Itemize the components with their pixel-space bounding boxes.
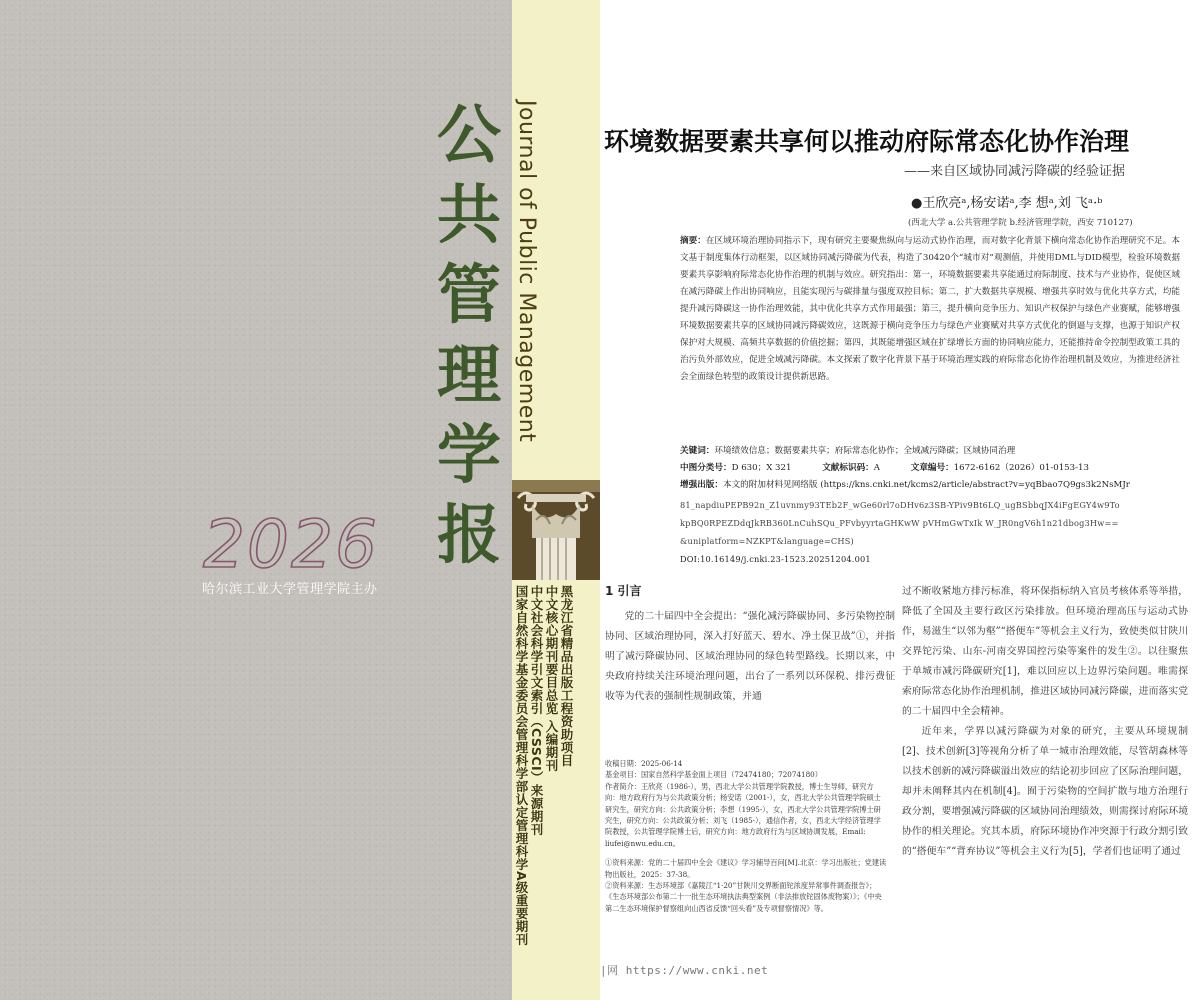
body-paragraph: 党的二十届四中全会提出：“强化减污降碳协同、多污染物控制协同、区域治理协同，深入打好蓝天、碧水、净土保卫战”①，并指明了减污降碳协同、区域治理协同的绿色转型路线。长期以来，中央政府持续关注环境治理问题，出台了一系列以环保税、排污费征收等为代表的强制性规制政策，并通 (605, 611, 895, 702)
cover-indexing-list (514, 585, 573, 946)
cover-title-char: 共 (437, 179, 501, 253)
footnote-item: 作者简介：王欣亮（1986-），男，西北大学公共管理学院教授，博士生导师，研究方向：地方政府行为与公共政策分析；杨安诺（2001-），女，西北大学公共管理学院硕士研究生，研究方向：公共政策分析；李想（1995-），女，西北大学公共管理学院博士研究生，研究方向：公共政策分析；刘飞（1985-），通信作者，女，西北大学经济管理学院教授，公共管理学院博士后，研究方向：地方政府行为与区域协调发展，Email: liufei@nwu.edu.cn。 (605, 781, 881, 848)
doc-code-label: 文献标识码： (822, 463, 874, 473)
doc-code-value: A (873, 463, 880, 473)
indexing-line: 黑龙江省精品出版工程资助项目 (559, 585, 574, 767)
footnote-item: 基金项目：国家自然科学基金面上项目（72474180；72074180） (605, 770, 822, 780)
enhanced-url-line[interactable]: 81_napdiuPEPB92n_Z1uvnmy93TEb2F_wGe60rl7oDHv6z3SB-YPiv9Bt6LQ_ugBSbbqJX4iFgEGY4w9To (680, 500, 1120, 510)
indexing-line: 中文核心期刊要目总览 入编期刊 (544, 585, 559, 772)
cover-title (425, 96, 513, 576)
article-subtitle: ——来自区域协同减污降碳的经验证据 (904, 164, 1126, 179)
cover-title-char: 报 (437, 499, 501, 573)
footnote-item: 收稿日期：2025-06-14 (605, 759, 683, 768)
enhanced-label: 增强出版： (680, 480, 723, 490)
article-abstract (680, 233, 1180, 386)
column-capital-image (512, 480, 600, 580)
article-doi[interactable]: DOI:10.16149/j.cnki.23-1523.20251204.001 (680, 554, 871, 564)
clc-value: D 630；X 321 (731, 463, 792, 473)
right-column (902, 582, 1188, 862)
article-title: 环境数据要素共享何以推动府际常态化协作治理 (604, 127, 1130, 156)
article-no-label: 文章编号： (910, 463, 954, 473)
clc-label: 中图分类号： (680, 463, 732, 473)
cover-title-char: 管 (437, 259, 501, 333)
enhanced-publication-line (680, 478, 1180, 493)
enhanced-link[interactable]: 本文的附加材料见网络版 (https://kns.cnki.net/kcms2/article/abstract?v=yqBbao7Q9gs3k2NsMJr (722, 480, 1130, 490)
enhanced-url-line[interactable]: kpBQ0RPEZDdqJkRB360LnCuhSQu_PFvbyyrtaGHKwW pVHmGwTxIk W_JR0ngV6h1n21dbog3Hw== (680, 518, 1119, 528)
body-paragraph: 过不断收紧地方排污标准，将环保指标纳入官员考核体系等举措，降低了全国及主要行政区污染排放。但环境治理高压与运动式协作，易滋生“以邻为壑”“搭便车”等机会主义行为，致使类似甘陕川交界铊污染、山东-河南交界国控污染等案件的发生②。以往聚焦于单城市减污降碳研究[1]，难以回应以上边界污染问题。唯需探索府际常态化协作治理机制，推进区域协同减污降碳，进而落实党的二十届四中全会精神。 (902, 586, 1188, 717)
cover-title-char: 理 (437, 339, 501, 413)
article-affiliation: (西北大学 a.公共管理学院 b.经济管理学院，西安 710127) (908, 218, 1133, 228)
abstract-text: 在区域环境治理协同指示下，现有研究主要聚焦纵向与运动式协作治理，而对数字化背景下横向常态化协作治理研究不足。本文基于制度集体行动框架，以区域协同减污降碳为代表，构造了30420个“城市对”观测值，并使用DML与DID模型，检验环境数据要素共享影响府际常态化协作治理的机制与效应。研究指出：第一，环境数据要素共享能通过府际制度、技术与产业协作，促使区域在减污降碳上作出协同响应，且能实现污与碳排量与强度双控目标；第二，扩大数据共享规模、增强共享时效与优化共享方式，均能提升减污降碳这一协作治理效能，其中优化共享方式作用最强；第三，提升横向竞争压力、知识产权保护与绿色产业赛赋，能够增强环境数据要素共享的区域协同减污降碳效应，这既源于横向竞争压力与绿色产业赛赋对共享方式优化的倒逼与支撑，也源于知识产权保护对大规模、高频共享数据的价值挖掘；第四，其既能增强区域在扩绿增长方面的协同响应能力，还能推持命令控制型政策工具的治污负外部效应，促进全域减污降碳。本文探索了数字化背景下基于环境治理实践的府际常态化协作治理机制及效应，为推进经济社会全面绿色转型的政策设计提供新思路。 (680, 236, 1180, 382)
indexing-line: 国家自然科学基金委员会管理科学部认定管理科学A级重要期刊 (514, 585, 529, 947)
footnote-item: ②资料来源：生态环境部《嘉陵江“1·20”甘陕川交界断面铊浓度异常事件调查报告》；《生态环境部公布第二十一批生态环境执法典型案例（非法排放铊固体废物案）》；《中央第二生态环境保护督察组向山西省反馈“回头看”及专项督察情况》等。 (605, 881, 882, 913)
keywords-line (680, 444, 1180, 459)
cover-publisher: 哈尔滨工业大学管理学院主办 (202, 582, 378, 597)
footnote-item: ①资料来源：党的二十届四中全会《建议》学习辅导百问[M].北京：学习出版社；党建读物出版社，2025：37-38。 (605, 858, 887, 879)
cover-year: 2026 (203, 506, 379, 583)
enhanced-url-line[interactable]: &uniplatform=NZKPT&language=CHS) (680, 536, 854, 546)
left-column (605, 582, 895, 707)
keywords-text: 环境绩效信息；数据要素共享；府际常态化协作；全域减污降碳；区域协同治理 (714, 446, 1016, 456)
cover-title-char: 公 (437, 99, 501, 173)
cover-title-char: 学 (437, 419, 501, 493)
keywords-label: 关键词： (680, 446, 715, 456)
article-footnotes (605, 758, 887, 914)
body-paragraph: 近年来，学界以减污降碳为对象的研究，主要从环境规制[2]、技术创新[3]等视角分析了单一城市治理效能，尽管胡森林等以技术创新的减污降碳溢出效应的结论初步回应了区际治理问题，却并未阐释其内在机制[4]。囿于污染物的空间扩散与地方治理行政分割，要增强减污降碳的区域协同治理绩效，则需探讨府际环境协作的相关理论。究其本质，府际环境协作冲突源于行政分割引致的“搭便车”“背弃协议”等机会主义行为[5]，学者们也证明了通过 (902, 726, 1188, 857)
section-heading: 1 引言 (605, 584, 642, 598)
cover-title-english: Journal of Public Management (514, 100, 539, 443)
article-no-value: 1672-6162（2026）01-0153-13 (953, 463, 1089, 473)
indexing-line: 中文社会科学引文索引（CSSCI）来源期刊 (529, 585, 544, 837)
article-authors: ●王欣亮ᵃ,杨安诺ᵃ,李 想ᵃ,刘 飞ᵃ·ᵇ (911, 196, 1103, 211)
abstract-label: 摘要： (680, 236, 706, 246)
cnki-footer[interactable]: |网 https://www.cnki.net (600, 964, 769, 977)
classification-line (680, 461, 1180, 476)
